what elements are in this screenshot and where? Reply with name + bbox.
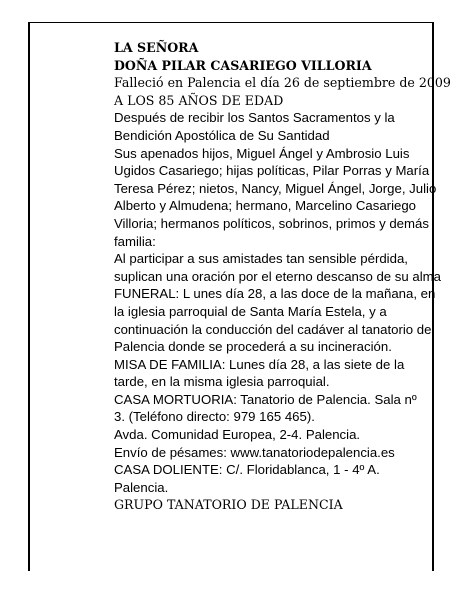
funeral-paragraph bbox=[114, 285, 436, 355]
notice-title-line-1: LA SEÑORA bbox=[114, 40, 199, 55]
obituary-notice bbox=[114, 39, 451, 514]
mourning-house-line: CASA DOLIENTE: C/. Floridablanca, 1 - 4º A. bbox=[114, 462, 380, 478]
mortuary-line: 3. (Teléfono directo: 979 165 465). bbox=[114, 409, 315, 425]
mortuary-line: CASA MORTUORIA: Tanatorio de Palencia. Sala nº bbox=[114, 391, 417, 407]
request-paragraph bbox=[114, 250, 441, 285]
footer-line: GRUPO TANATORIO DE PALENCIA bbox=[114, 497, 343, 513]
family-line: Teresa Pérez; nietos, Nancy, Miguel Ángel, Jorge, Julio bbox=[114, 180, 437, 196]
family-line: familia: bbox=[114, 233, 156, 249]
mourning-house-line: Palencia. bbox=[114, 479, 169, 495]
funeral-line: Palencia donde se procederá a su incineración. bbox=[114, 339, 392, 355]
age-line: A LOS 85 AÑOS DE EDAD bbox=[114, 92, 284, 108]
sacraments-line: Bendición Apostólica de Su Santidad bbox=[114, 127, 330, 143]
death-line: Falleció en Palencia el día 26 de septiembre de 2009 bbox=[114, 75, 451, 91]
address-line: Avda. Comunidad Europea, 2-4. Palencia. bbox=[114, 427, 361, 443]
funeral-line: continuación la conducción del cadáver al tanatorio de bbox=[114, 321, 432, 337]
notice-title-line-2: DOÑA PILAR CASARIEGO VILLORIA bbox=[114, 57, 372, 73]
funeral-line: la iglesia parroquial de Santa María Estela, y a bbox=[114, 303, 387, 319]
mortuary-paragraph bbox=[114, 391, 418, 426]
funeral-line: FUNERAL: L unes día 28, a las doce de la mañana, en bbox=[114, 286, 436, 302]
sacraments-line: Después de recibir los Santos Sacramentos y la bbox=[114, 110, 395, 126]
request-line: suplican una oración por el eterno descanso de su alma bbox=[114, 268, 441, 284]
family-mass-paragraph bbox=[114, 356, 418, 391]
family-mass-line: tarde, en la misma iglesia parroquial. bbox=[114, 374, 330, 390]
family-line: Villoria; hermanos políticos, sobrinos, primos y demás bbox=[114, 215, 429, 231]
family-line: Ugidos Casariego; hijas políticas, Pilar Porras y María bbox=[114, 163, 430, 179]
condolences-line: Envío de pésames: www.tanatoriodepalencia.es bbox=[114, 444, 395, 460]
family-paragraph bbox=[114, 145, 437, 251]
family-mass-line: MISA DE FAMILIA: Lunes día 28, a las siete de la bbox=[114, 356, 405, 372]
family-line: Sus apenados hijos, Miguel Ángel y Ambrosio Luis bbox=[114, 145, 410, 161]
mourning-house-paragraph bbox=[114, 461, 418, 496]
request-line: Al participar a sus amistades tan sensible pérdida, bbox=[114, 251, 408, 267]
sacraments-paragraph bbox=[114, 109, 418, 144]
family-line: Alberto y Almudena; hermano, Marcelino Casariego bbox=[114, 198, 417, 214]
